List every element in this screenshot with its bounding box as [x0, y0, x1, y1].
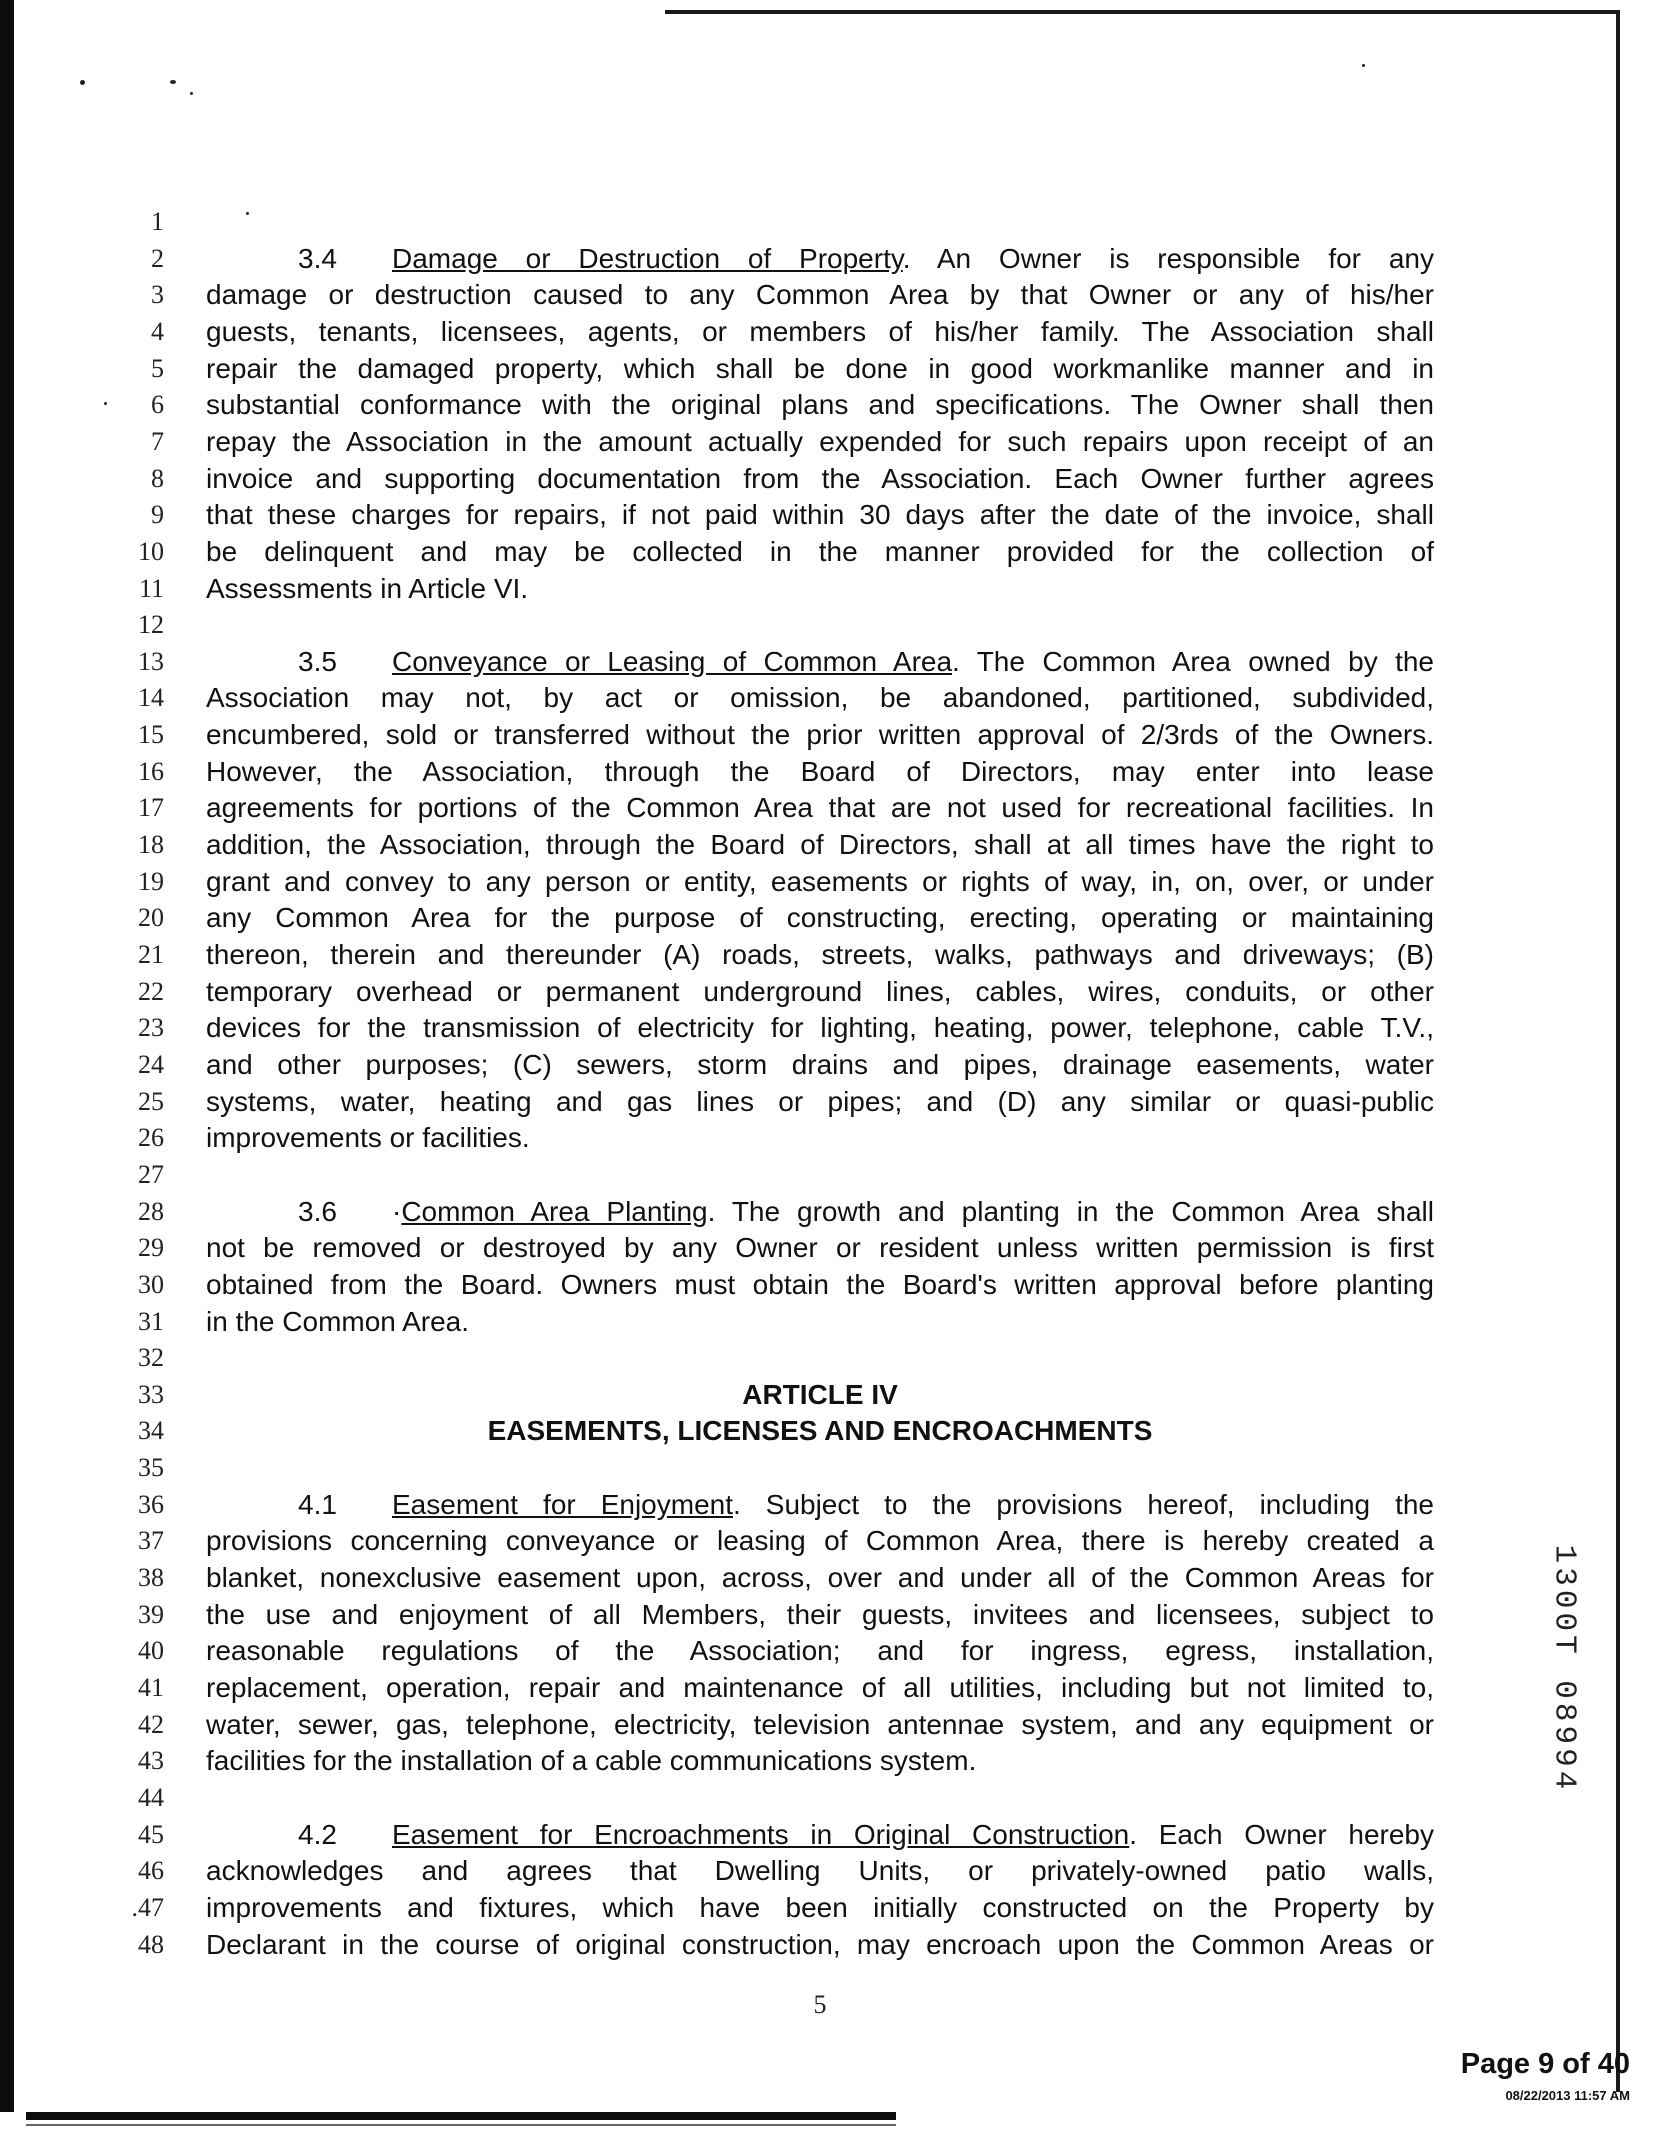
line-number: 30 [138, 1269, 164, 1299]
line-number: 32 [138, 1343, 164, 1373]
line-number: 31 [138, 1306, 164, 1336]
text-run: . Each Owner hereby [1129, 1818, 1434, 1850]
text-run: any Common Area for the purpose of constructing, erecting, operating or maintaining [206, 902, 1434, 934]
text-run: provisions concerning conveyance or leasing of Common Area, there is hereby created a [206, 1525, 1434, 1557]
document-line [0, 680, 1664, 716]
section-number: 3.5 [298, 645, 337, 677]
line-text [206, 1633, 1434, 1669]
document-line [0, 827, 1664, 863]
line-number: 34 [138, 1416, 164, 1446]
document-line [0, 1743, 1664, 1779]
line-number: 24 [138, 1049, 164, 1079]
text-run: . An Owner is responsible for any [902, 242, 1434, 274]
text-run: agreements for portions of the Common Area that are not used for recreational facilities. In [206, 792, 1434, 824]
section-number: 4.1 [298, 1488, 337, 1520]
line-number: 9 [151, 500, 164, 530]
line-text [206, 1230, 1434, 1266]
line-number: 13 [138, 646, 164, 676]
text-run: improvements or facilities. [206, 1122, 530, 1154]
text-run: blanket, nonexclusive easement upon, across, over and under all of the Common Areas for [206, 1562, 1434, 1594]
document-line [0, 1084, 1664, 1120]
line-number: 43 [138, 1746, 164, 1776]
document-line [0, 1194, 1664, 1230]
line-text [206, 461, 1434, 497]
line-text [206, 827, 1434, 863]
line-text [206, 351, 1434, 387]
line-number: 48 [138, 1929, 164, 1959]
line-text [206, 790, 1434, 826]
line-number: 25 [138, 1086, 164, 1116]
document-line [0, 277, 1664, 313]
line-number: 39 [138, 1599, 164, 1629]
line-number: 7 [151, 426, 164, 456]
text-run: devices for the transmission of electricity for lighting, heating, power, telephone, cable T.V., [206, 1012, 1434, 1044]
document-line [0, 1230, 1664, 1266]
text-run: facilities for the installation of a cable communications system. [206, 1745, 977, 1777]
text-run: invoice and supporting documentation from the Association. Each Owner further agrees [206, 462, 1434, 494]
text-run: Assessments in Article VI. [206, 572, 529, 604]
document-line [0, 754, 1664, 790]
document-line [0, 1047, 1664, 1083]
text-run: Declarant in the course of original construction, may encroach upon the Common Areas or [206, 1928, 1434, 1960]
text-run: However, the Association, through the Board of Directors, may enter into lease [206, 755, 1434, 787]
line-number: 44 [138, 1782, 164, 1812]
text-run: addition, the Association, through the Board of Directors, shall at all times have the right to [206, 829, 1434, 861]
document-line [0, 1633, 1664, 1669]
text-run: temporary overhead or permanent underground lines, cables, wires, conduits, or other [206, 975, 1434, 1007]
line-number: 16 [138, 756, 164, 786]
line-number: 35 [138, 1453, 164, 1483]
document-line [0, 1340, 1664, 1376]
line-number: 23 [138, 1013, 164, 1043]
document-line [0, 1523, 1664, 1559]
document-line [0, 1120, 1664, 1156]
document-line [0, 900, 1664, 936]
line-text [206, 754, 1434, 790]
line-number: 20 [138, 903, 164, 933]
line-text [206, 314, 1434, 350]
line-text [206, 534, 1434, 570]
section-heading: Easement for Encroachments in Original Construction [392, 1818, 1130, 1850]
document-line [0, 424, 1664, 460]
section-number: 3.6 [298, 1195, 337, 1227]
line-text [206, 1890, 1434, 1926]
line-number: 33 [138, 1379, 164, 1409]
line-number: 17 [138, 793, 164, 823]
document-line [0, 241, 1664, 277]
document-line [0, 1853, 1664, 1889]
text-run: thereon, therein and thereunder (A) roads, streets, walks, pathways and driveways; (B) [206, 939, 1434, 970]
text-run: improvements and fixtures, which have been initially constructed on the Property by [206, 1891, 1434, 1923]
document-line [0, 461, 1664, 497]
document-line [0, 790, 1664, 826]
line-number: 12 [138, 610, 164, 640]
line-text [206, 1707, 1434, 1743]
line-number: 36 [138, 1489, 164, 1519]
section-heading: Conveyance or Leasing of Common Area [392, 645, 953, 677]
line-text [206, 717, 1434, 753]
document-line [0, 351, 1664, 387]
document-line [0, 1780, 1664, 1816]
text-run: substantial conformance with the original plans and specifications. The Owner shall then [206, 389, 1434, 421]
document-line [0, 1707, 1664, 1743]
line-text [206, 1523, 1434, 1559]
text-run: replacement, operation, repair and maintenance of all utilities, including but not limited to, [206, 1672, 1434, 1703]
document-line [0, 607, 1664, 643]
line-text [206, 277, 1434, 313]
line-text [206, 1047, 1434, 1083]
line-number: 18 [138, 830, 164, 860]
page-number: 5 [813, 1990, 827, 2019]
line-text [206, 387, 1434, 423]
line-number: 6 [151, 390, 164, 420]
text-run: repair the damaged property, which shall be done in good workmanlike manner and in [206, 352, 1434, 384]
text-run: grant and convey to any person or entity, easements or rights of way, in, on, over, or under [206, 865, 1434, 897]
document-line [0, 571, 1664, 607]
text-run: EASEMENTS, LICENSES AND ENCROACHMENTS [487, 1415, 1153, 1447]
line-number: 14 [138, 683, 164, 713]
line-text [298, 1487, 1434, 1523]
line-number: 40 [138, 1636, 164, 1666]
line-text [206, 1413, 1434, 1449]
text-run: obtained from the Board. Owners must obtain the Board's written approval before planting [206, 1268, 1434, 1300]
page-of-total: Page 9 of 40 [1460, 2048, 1630, 2080]
line-number: 15 [138, 720, 164, 750]
line-number: 27 [138, 1159, 164, 1189]
section-heading: Common Area Planting [401, 1195, 708, 1227]
document-line [0, 864, 1664, 900]
document-line [0, 1413, 1664, 1449]
line-number: 3 [151, 280, 164, 310]
line-text [206, 1670, 1434, 1706]
section-number: 4.2 [298, 1818, 337, 1850]
document-line [0, 1304, 1664, 1340]
line-text [206, 1597, 1434, 1633]
text-run: the use and enjoyment of all Members, their guests, invitees and licensees, subject to [206, 1598, 1434, 1630]
document-line [0, 1597, 1664, 1633]
line-number: 45 [138, 1819, 164, 1849]
line-text [298, 241, 1434, 277]
document-line [0, 204, 1664, 240]
line-number: 11 [138, 573, 164, 603]
line-number: 28 [138, 1196, 164, 1226]
document-line [0, 1560, 1664, 1596]
section-number: 3.4 [298, 242, 337, 274]
document-line [0, 1267, 1664, 1303]
document-line [0, 534, 1664, 570]
line-text [206, 1010, 1434, 1046]
text-run: repay the Association in the amount actually expended for such repairs upon receipt of an [206, 425, 1434, 457]
text-run: · [392, 1195, 402, 1227]
line-text [206, 1267, 1434, 1303]
line-number: 37 [138, 1526, 164, 1556]
line-text [206, 1084, 1434, 1120]
document-line [0, 497, 1664, 533]
text-run: systems, water, heating and gas lines or pipes; and (D) any similar or quasi-public [206, 1085, 1434, 1117]
margin-stamp [1548, 1544, 1580, 1794]
document-line [0, 1927, 1664, 1963]
text-run: not be removed or destroyed by any Owner or resident unless written permission is first [206, 1232, 1434, 1264]
document-line [0, 1010, 1664, 1046]
document-line [0, 314, 1664, 350]
document-line [0, 1157, 1664, 1193]
line-text [206, 680, 1434, 716]
recording-timestamp: 08/22/2013 11:57 AM [1505, 2088, 1630, 2103]
line-number: 46 [138, 1856, 164, 1886]
document-line [0, 1890, 1664, 1926]
text-run: in the Common Area. [206, 1305, 470, 1337]
line-number: 29 [138, 1233, 164, 1263]
line-text [206, 424, 1434, 460]
text-run: . Subject to the provisions hereof, including the [733, 1488, 1434, 1520]
section-heading: Easement for Enjoyment [392, 1488, 733, 1520]
line-number: 22 [138, 976, 164, 1006]
text-run: that these charges for repairs, if not paid within 30 days after the date of the invoice, shall [206, 499, 1434, 531]
line-number: 26 [138, 1123, 164, 1153]
line-text [206, 1853, 1434, 1889]
text-run: be delinquent and may be collected in the manner provided for the collection of [206, 535, 1434, 567]
document-line [0, 1487, 1664, 1523]
text-run: ARTICLE IV [742, 1378, 898, 1410]
document-line [0, 387, 1664, 423]
line-text [206, 974, 1434, 1010]
line-text [206, 1743, 1434, 1779]
text-run: . The Common Area owned by the [952, 645, 1434, 677]
line-number: 42 [138, 1709, 164, 1739]
line-text [206, 1304, 1434, 1340]
line-number: 2 [151, 243, 164, 273]
document-line [0, 974, 1664, 1010]
line-number: 8 [151, 463, 164, 493]
line-number: 4 [151, 316, 164, 346]
text-run: acknowledges and agrees that Dwelling Units, or privately-owned patio walls, [206, 1855, 1434, 1887]
line-text [206, 1120, 1434, 1156]
document-line [0, 937, 1664, 973]
document-line [0, 1450, 1664, 1486]
document-line [0, 1377, 1664, 1413]
text-run: encumbered, sold or transferred without the prior written approval of 2/3rds of the Owners. [206, 719, 1434, 751]
line-number: 21 [138, 940, 164, 969]
text-run: reasonable regulations of the Association; and for ingress, egress, installation, [206, 1635, 1434, 1667]
line-text [206, 571, 1434, 607]
line-number: 1 [151, 207, 164, 236]
text-run: . The growth and planting in the Common Area shall [707, 1195, 1434, 1227]
line-text [206, 900, 1434, 936]
line-number: 10 [138, 536, 164, 566]
line-text [206, 937, 1434, 973]
line-text [298, 1194, 1434, 1230]
margin-stamp-text: 1300T 08994 [1546, 1544, 1582, 1794]
line-number: 41 [138, 1673, 164, 1702]
line-text [206, 1927, 1434, 1963]
line-number: 19 [138, 866, 164, 896]
line-text [206, 1377, 1434, 1413]
line-text [298, 644, 1434, 680]
line-number: 38 [138, 1563, 164, 1593]
document-line [0, 1817, 1664, 1853]
document-line [0, 717, 1664, 753]
line-text [298, 1817, 1434, 1853]
text-run: water, sewer, gas, telephone, electricity, television antennae system, and any equipment or [206, 1708, 1434, 1740]
line-number: 5 [151, 353, 164, 383]
text-run: guests, tenants, licensees, agents, or members of his/her family. The Association shall [206, 315, 1434, 347]
text-run: damage or destruction caused to any Common Area by that Owner or any of his/her [206, 279, 1434, 311]
line-text [206, 864, 1434, 900]
text-run: Association may not, by act or omission, be abandoned, partitioned, subdivided, [206, 682, 1434, 714]
section-heading: Damage or Destruction of Property [392, 242, 903, 274]
text-run: and other purposes; (C) sewers, storm drains and pipes, drainage easements, water [206, 1048, 1434, 1080]
line-number: .47 [131, 1892, 164, 1922]
document-line [0, 644, 1664, 680]
document-line [0, 1670, 1664, 1706]
line-text [206, 497, 1434, 533]
line-text [206, 1560, 1434, 1596]
